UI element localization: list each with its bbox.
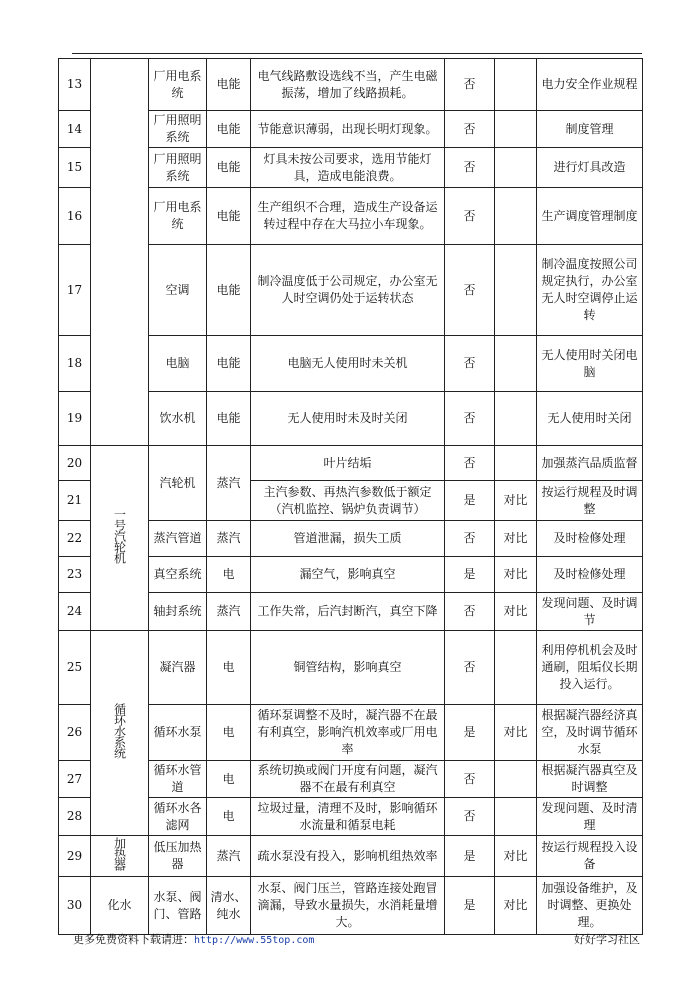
energy-type-cell: 电能 [207,188,251,245]
item-cell: 蒸汽管道 [149,521,207,557]
measure-cell: 及时检修处理 [537,521,643,557]
measure-cell: 无人使用时关闭电脑 [537,336,643,392]
row-number: 16 [59,188,91,245]
description-cell: 循环泵调整不及时，凝汽器不在最有利真空，影响汽机效率或厂用电率 [251,705,445,761]
description-cell: 叶片结垢 [251,446,445,481]
table-row [59,446,643,481]
energy-type-cell: 电能 [207,148,251,188]
energy-type-cell: 电 [207,761,251,798]
major-flag-cell: 否 [445,59,495,111]
item-cell: 低压加热器 [149,836,207,877]
description-cell: 无人使用时未及时关闭 [251,392,445,446]
item-cell: 电脑 [149,336,207,392]
energy-type-cell: 电 [207,631,251,705]
measure-cell: 发现问题、及时调节 [537,593,643,631]
description-cell: 垃圾过量，清理不及时，影响循环水流量和循泵电耗 [251,798,445,836]
major-flag-cell: 是 [445,557,495,593]
method-cell [495,392,537,446]
group-cell-empty [91,59,149,446]
description-cell: 疏水泵没有投入，影响机组热效率 [251,836,445,877]
energy-identification-table [58,58,643,935]
description-cell: 铜管结构，影响真空 [251,631,445,705]
energy-type-cell: 电能 [207,111,251,148]
energy-type-cell: 蒸汽 [207,593,251,631]
major-flag-cell: 否 [445,446,495,481]
method-cell: 对比 [495,521,537,557]
item-cell: 循环水泵 [149,705,207,761]
measure-cell: 利用停机机会及时通刷，阻垢仪长期投入运行。 [537,631,643,705]
table-row [59,59,643,111]
page-footer [58,931,642,945]
row-number: 14 [59,111,91,148]
description-cell: 管道泄漏，损失工质 [251,521,445,557]
group-label-heater: 加热器 [91,836,149,877]
major-flag-cell: 是 [445,705,495,761]
major-flag-cell: 是 [445,836,495,877]
major-flag-cell: 否 [445,188,495,245]
major-flag-cell: 否 [445,521,495,557]
measure-cell: 发现问题、及时清理 [537,798,643,836]
measure-cell: 加强设备维护，及时调整、更换处理。 [537,877,643,935]
group-label-turbine: 一号汽轮机 [91,446,149,631]
row-number: 26 [59,705,91,761]
item-cell: 厂用照明系统 [149,111,207,148]
energy-type-cell: 蒸汽 [207,836,251,877]
item-cell: 水泵、阀门、管路 [149,877,207,935]
description-cell: 系统切换或阀门开度有问题，凝汽器不在最有利真空 [251,761,445,798]
description-cell: 电脑无人使用时未关机 [251,336,445,392]
row-number: 20 [59,446,91,481]
description-cell: 灯具未按公司要求，选用节能灯具，造成电能浪费。 [251,148,445,188]
major-flag-cell: 否 [445,336,495,392]
item-cell: 厂用电系统 [149,59,207,111]
measure-cell: 按运行规程投入设备 [537,836,643,877]
method-cell [495,111,537,148]
table-row [59,836,643,877]
measure-cell: 电力安全作业规程 [537,59,643,111]
major-flag-cell: 是 [445,877,495,935]
row-number: 29 [59,836,91,877]
measure-cell: 制冷温度按照公司规定执行，办公室无人时空调停止运转 [537,245,643,336]
energy-type-cell: 电能 [207,59,251,111]
energy-type-cell: 电能 [207,392,251,446]
method-cell: 对比 [495,593,537,631]
description-cell: 制冷温度低于公司规定，办公室无人时空调仍处于运转状态 [251,245,445,336]
major-flag-cell: 否 [445,593,495,631]
row-number: 15 [59,148,91,188]
item-cell: 循环水管道 [149,761,207,798]
energy-type-cell: 电 [207,557,251,593]
energy-type-cell: 电能 [207,245,251,336]
row-number: 28 [59,798,91,836]
measure-cell: 按运行规程及时调整 [537,481,643,521]
row-number: 27 [59,761,91,798]
major-flag-cell: 否 [445,111,495,148]
item-cell: 空调 [149,245,207,336]
row-number: 21 [59,481,91,521]
method-cell: 对比 [495,557,537,593]
measure-cell: 进行灯具改造 [537,148,643,188]
method-cell: 对比 [495,705,537,761]
method-cell [495,761,537,798]
energy-type-cell: 蒸汽 [207,446,251,521]
row-number: 23 [59,557,91,593]
description-cell: 工作失常，后汽封断汽，真空下降 [251,593,445,631]
energy-type-cell: 蒸汽 [207,521,251,557]
energy-type-cell: 电能 [207,336,251,392]
method-cell: 对比 [495,836,537,877]
method-cell [495,446,537,481]
description-cell: 漏空气，影响真空 [251,557,445,593]
item-cell: 饮水机 [149,392,207,446]
energy-type-cell: 电 [207,705,251,761]
method-cell [495,59,537,111]
energy-type-cell: 清水、纯水 [207,877,251,935]
description-cell: 生产组织不合理，造成生产设备运转过程中存在大马拉小车现象。 [251,188,445,245]
measure-cell: 根据凝汽器经济真空，及时调节循环水泵 [537,705,643,761]
major-flag-cell: 否 [445,148,495,188]
footer-community-name: 好好学习社区 [574,933,640,946]
group-label-water-treatment: 化水 [91,877,149,935]
row-number: 19 [59,392,91,446]
row-number: 17 [59,245,91,336]
major-flag-cell: 否 [445,761,495,798]
major-flag-cell: 是 [445,481,495,521]
item-cell: 凝汽器 [149,631,207,705]
measure-cell: 制度管理 [537,111,643,148]
row-number: 30 [59,877,91,935]
description-cell: 电气线路敷设选线不当，产生电磁振荡，增加了线路损耗。 [251,59,445,111]
major-flag-cell: 否 [445,392,495,446]
item-cell: 真空系统 [149,557,207,593]
method-cell: 对比 [495,481,537,521]
row-number: 24 [59,593,91,631]
method-cell [495,631,537,705]
energy-type-cell: 电 [207,798,251,836]
measure-cell: 无人使用时关闭 [537,392,643,446]
table-row [59,631,643,705]
method-cell [495,188,537,245]
table-row [59,877,643,935]
description-cell: 水泵、阀门压兰，管路连接处跑冒滴漏，导致水量损失，水消耗量增大。 [251,877,445,935]
row-number: 18 [59,336,91,392]
measure-cell: 加强蒸汽品质监督 [537,446,643,481]
item-cell: 轴封系统 [149,593,207,631]
method-cell [495,336,537,392]
measure-cell: 生产调度管理制度 [537,188,643,245]
measure-cell: 根据凝汽器真空及时调整 [537,761,643,798]
item-cell: 循环水各滤网 [149,798,207,836]
row-number: 13 [59,59,91,111]
footer-link[interactable]: http://www.55top.com [194,935,315,946]
footer-download-note [73,931,314,947]
method-cell [495,245,537,336]
item-cell: 厂用照明系统 [149,148,207,188]
method-cell: 对比 [495,877,537,935]
item-cell: 厂用电系统 [149,188,207,245]
method-cell [495,798,537,836]
item-cell: 汽轮机 [149,446,207,521]
row-number: 25 [59,631,91,705]
description-cell: 节能意识薄弱，出现长明灯现象。 [251,111,445,148]
description-cell: 主汽参数、再热汽参数低于额定（汽机监控、锅炉负责调节） [251,481,445,521]
major-flag-cell: 否 [445,631,495,705]
measure-cell: 及时检修处理 [537,557,643,593]
header-rule [72,53,642,54]
method-cell [495,148,537,188]
footer-prefix: 更多免费资料下载请进： [73,933,194,946]
major-flag-cell: 否 [445,798,495,836]
group-label-circulating-water: 循环水系统 [91,631,149,836]
major-flag-cell: 否 [445,245,495,336]
row-number: 22 [59,521,91,557]
